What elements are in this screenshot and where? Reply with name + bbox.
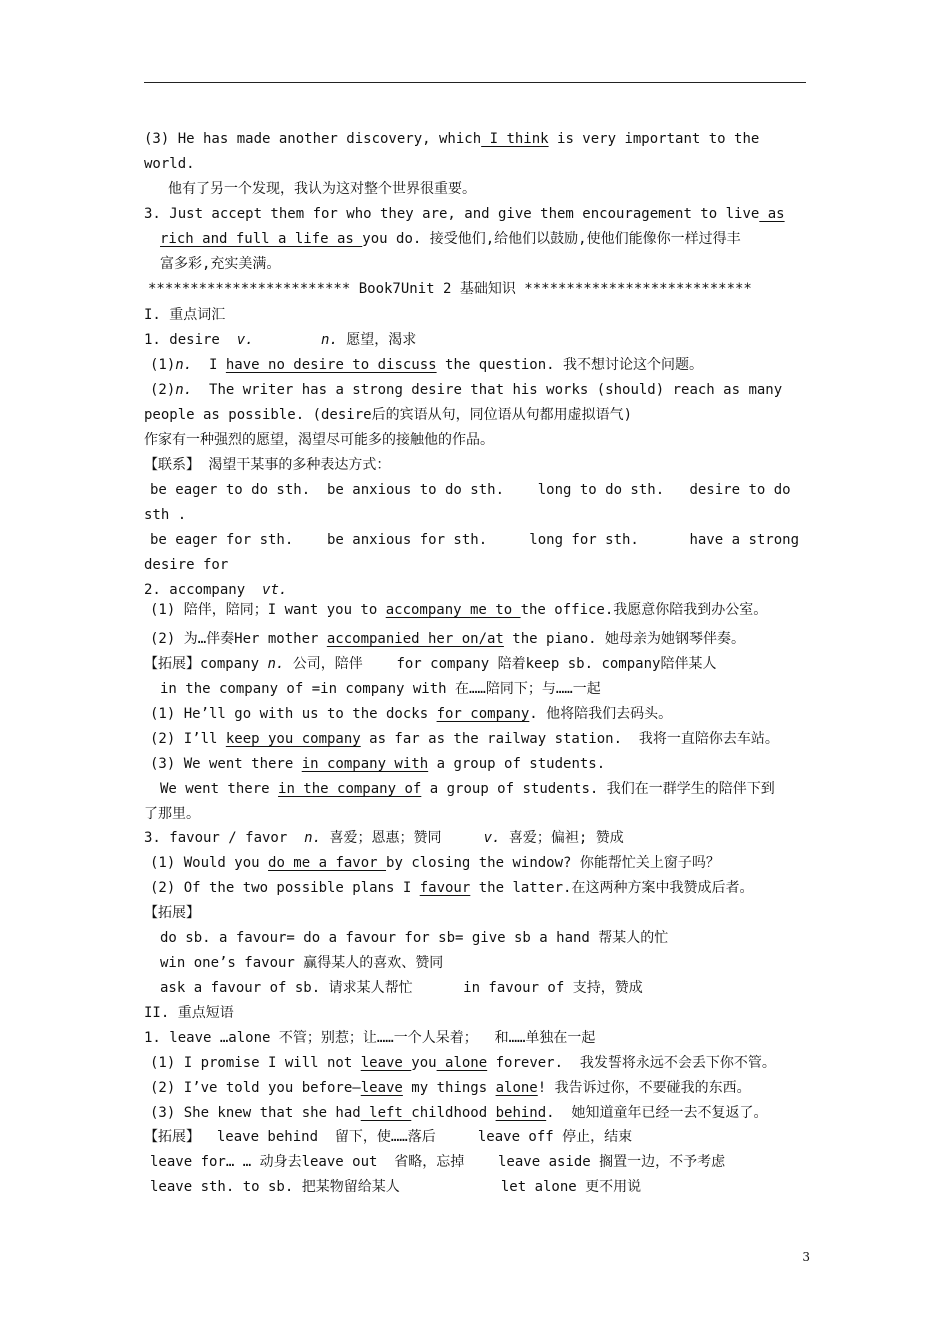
text-line xyxy=(168,180,476,198)
text-segment: be eager for sth. be anxious for sth. long for sth. have a strong xyxy=(150,532,800,548)
text-segment xyxy=(254,332,321,348)
text-line xyxy=(160,979,643,997)
text-segment: ask a favour of sb. 请求某人帮忙 in favour of 支持，赞成 xyxy=(160,980,643,996)
text-line xyxy=(144,331,416,349)
text-segment: I. 重点词汇 xyxy=(144,307,226,323)
text-line xyxy=(160,680,601,698)
text-segment: 【联系】 渴望干某事的多种表达方式： xyxy=(144,457,391,473)
text-line xyxy=(144,805,200,823)
text-segment: the piano. 她母亲为她钢琴伴奏。 xyxy=(503,631,746,647)
text-line xyxy=(160,929,668,947)
text-line xyxy=(144,1128,632,1146)
text-line xyxy=(150,381,782,399)
text-line xyxy=(150,481,791,499)
italic-text: n. xyxy=(175,357,193,373)
underlined-text: leave xyxy=(360,1055,412,1071)
text-segment: 作家有一种强烈的愿望，渴望尽可能多的接触他的作品。 xyxy=(144,432,494,448)
italic-text: n. xyxy=(304,830,322,846)
text-segment: a group of students. 我们在一群学生的陪伴下到 xyxy=(421,781,775,797)
text-segment: the office.我愿意你陪我到办公室。 xyxy=(520,602,768,618)
text-line xyxy=(150,879,753,897)
text-segment: (1) He’ll go with us to the docks xyxy=(150,706,437,722)
italic-text: n. xyxy=(175,382,193,398)
text-segment: 1. desire xyxy=(144,332,237,348)
text-line xyxy=(144,581,287,599)
text-segment: (2) I’ve told you before— xyxy=(150,1080,361,1096)
text-line xyxy=(160,230,741,248)
text-line xyxy=(150,531,799,549)
underlined-text: accompany me to xyxy=(385,602,521,618)
underlined-text: I think xyxy=(481,131,549,147)
text-segment: (3) She knew that she had xyxy=(150,1105,361,1121)
underlined-text: keep you company xyxy=(225,731,361,747)
text-line xyxy=(150,630,745,648)
text-line xyxy=(150,854,720,872)
text-line xyxy=(144,130,759,148)
text-segment: II. 重点短语 xyxy=(144,1005,234,1021)
text-segment: 愿望，渴求 xyxy=(337,332,417,348)
text-line xyxy=(148,280,752,298)
text-segment: leave for… … 动身去leave out 省略，忘掉 leave aside 搁置一边，不予考虑 xyxy=(150,1154,726,1170)
text-segment: ! 我告诉过你，不要碰我的东西。 xyxy=(537,1080,751,1096)
underlined-text: left xyxy=(360,1105,412,1121)
text-segment: 1. leave …alone 不管；别惹；让……一个人呆着； 和……单独在一起 xyxy=(144,1030,596,1046)
text-segment: by closing the window? 你能帮忙关上窗子吗？ xyxy=(386,855,720,871)
text-segment: world. xyxy=(144,156,195,172)
text-line xyxy=(150,705,672,723)
underlined-text: leave xyxy=(360,1080,403,1096)
text-line xyxy=(144,1029,595,1047)
underlined-text: accompanied her on/at xyxy=(326,631,504,647)
italic-text: n. xyxy=(267,656,285,672)
text-segment: (3) He has made another discovery, which xyxy=(144,131,482,147)
text-segment: 【拓展】 leave behind 留下，使……落后 leave off 停止，结束 xyxy=(144,1129,633,1145)
underlined-text: do me a favor xyxy=(268,855,387,871)
underlined-text: have no desire to discuss xyxy=(225,357,437,373)
text-line xyxy=(144,1004,234,1022)
text-segment: you do. 接受他们,给他们以鼓励,使他们能像你一样过得丰 xyxy=(362,231,741,247)
text-segment: (2) Of the two possible plans I xyxy=(150,880,420,896)
text-line xyxy=(144,506,186,524)
text-segment: do sb. a favour= do a favour for sb= give sb a hand 帮某人的忙 xyxy=(160,930,669,946)
text-segment: I xyxy=(192,357,226,373)
italic-text: n. xyxy=(321,332,338,348)
text-segment: (2) xyxy=(150,382,176,398)
text-line xyxy=(144,306,225,324)
text-segment: 喜爱；偏袒; 赞成 xyxy=(500,830,624,846)
text-segment: the latter.在这两种方案中我赞成后者。 xyxy=(470,880,754,896)
text-segment: (1) I promise I will not xyxy=(150,1055,361,1071)
text-segment: (3) We went there xyxy=(150,756,302,772)
text-line xyxy=(150,730,779,748)
text-line xyxy=(160,255,280,273)
text-segment: . 她知道童年已经一去不复返了。 xyxy=(546,1105,768,1121)
text-line xyxy=(144,655,716,673)
text-line xyxy=(150,1054,776,1072)
text-segment: 3. Just accept them for who they are, and give them encouragement to live xyxy=(144,206,760,222)
text-segment: in the company of =in company with 在……陪同下；与……一起 xyxy=(160,681,601,697)
italic-text: v. xyxy=(483,830,501,846)
text-segment: (1) xyxy=(150,357,176,373)
underlined-text: rich and full a life as xyxy=(160,231,363,247)
underlined-text: in company with xyxy=(301,756,429,772)
text-segment: sth . xyxy=(144,507,187,523)
text-segment: (2) 为…伴奏Her mother xyxy=(150,631,327,647)
text-line xyxy=(144,556,228,574)
text-line xyxy=(160,954,443,972)
text-segment: leave sth. to sb. 把某物留给某人 let alone 更不用说 xyxy=(150,1179,642,1195)
text-segment: my things xyxy=(402,1080,496,1096)
text-segment: childhood xyxy=(411,1105,496,1121)
text-segment: desire for xyxy=(144,557,229,573)
text-line xyxy=(150,1104,767,1122)
text-segment: ************************ Book7Unit 2 基础知识 *************************** xyxy=(148,281,752,297)
text-segment: 了那里。 xyxy=(144,806,200,822)
underlined-text: for company xyxy=(436,706,530,722)
text-segment: . 他将陪我们去码头。 xyxy=(529,706,673,722)
underlined-text: alone xyxy=(436,1055,488,1071)
text-segment: 喜爱；恩惠；赞同 xyxy=(321,830,484,846)
text-segment: 【拓展】 xyxy=(144,905,200,921)
text-segment: (1) Would you xyxy=(150,855,269,871)
text-segment: 富多彩,充实美满。 xyxy=(160,256,281,272)
text-segment: forever. 我发誓将永远不会丢下你不管。 xyxy=(487,1055,776,1071)
text-line xyxy=(160,780,775,798)
underlined-text: alone xyxy=(495,1080,538,1096)
text-segment: 3. favour / favor xyxy=(144,830,305,846)
text-line xyxy=(150,356,703,374)
text-segment: (1) 陪伴，陪同；I want you to xyxy=(150,602,386,618)
underlined-text: in the company of xyxy=(278,781,422,797)
text-line xyxy=(144,155,195,173)
text-line xyxy=(144,904,200,922)
text-line xyxy=(144,456,390,474)
text-line xyxy=(144,431,494,449)
text-line xyxy=(150,1079,751,1097)
text-segment: win one’s favour 赢得某人的喜欢、赞同 xyxy=(160,955,444,971)
text-line xyxy=(144,406,632,424)
underlined-text: as xyxy=(759,206,785,222)
text-segment: the question. 我不想讨论这个问题。 xyxy=(436,357,704,373)
text-line xyxy=(150,1153,725,1171)
text-segment: 【拓展】company xyxy=(144,656,268,672)
text-segment: 公司，陪伴 for company 陪着keep sb. company陪伴某人 xyxy=(284,656,717,672)
text-segment: people as possible. (desire后的宾语从句，同位语从句都用虚拟语气) xyxy=(144,407,633,423)
text-segment: (2) I’ll xyxy=(150,731,226,747)
text-line xyxy=(150,601,767,619)
italic-text: vt. xyxy=(262,582,288,598)
italic-text: v. xyxy=(236,332,254,348)
text-segment: be eager to do sth. be anxious to do sth. long to do sth. desire to do xyxy=(150,482,791,498)
header-rule xyxy=(144,82,806,83)
page-number: 3 xyxy=(802,1250,810,1264)
text-segment: We went there xyxy=(160,781,279,797)
text-line xyxy=(144,205,785,223)
underlined-text: favour xyxy=(419,880,471,896)
text-segment: a group of students. xyxy=(428,756,606,772)
text-segment: is very important to the xyxy=(548,131,760,147)
text-segment: The writer has a strong desire that his works (should) reach as many xyxy=(192,382,783,398)
text-line xyxy=(150,755,605,773)
underlined-text: behind xyxy=(495,1105,547,1121)
text-segment: 他有了另一个发现，我认为这对整个世界很重要。 xyxy=(168,181,476,197)
text-segment: you xyxy=(411,1055,437,1071)
text-segment: 2. accompany xyxy=(144,582,263,598)
text-segment: as far as the railway station. 我将一直陪你去车站。 xyxy=(360,731,779,747)
text-line xyxy=(144,829,624,847)
text-line xyxy=(150,1178,641,1196)
